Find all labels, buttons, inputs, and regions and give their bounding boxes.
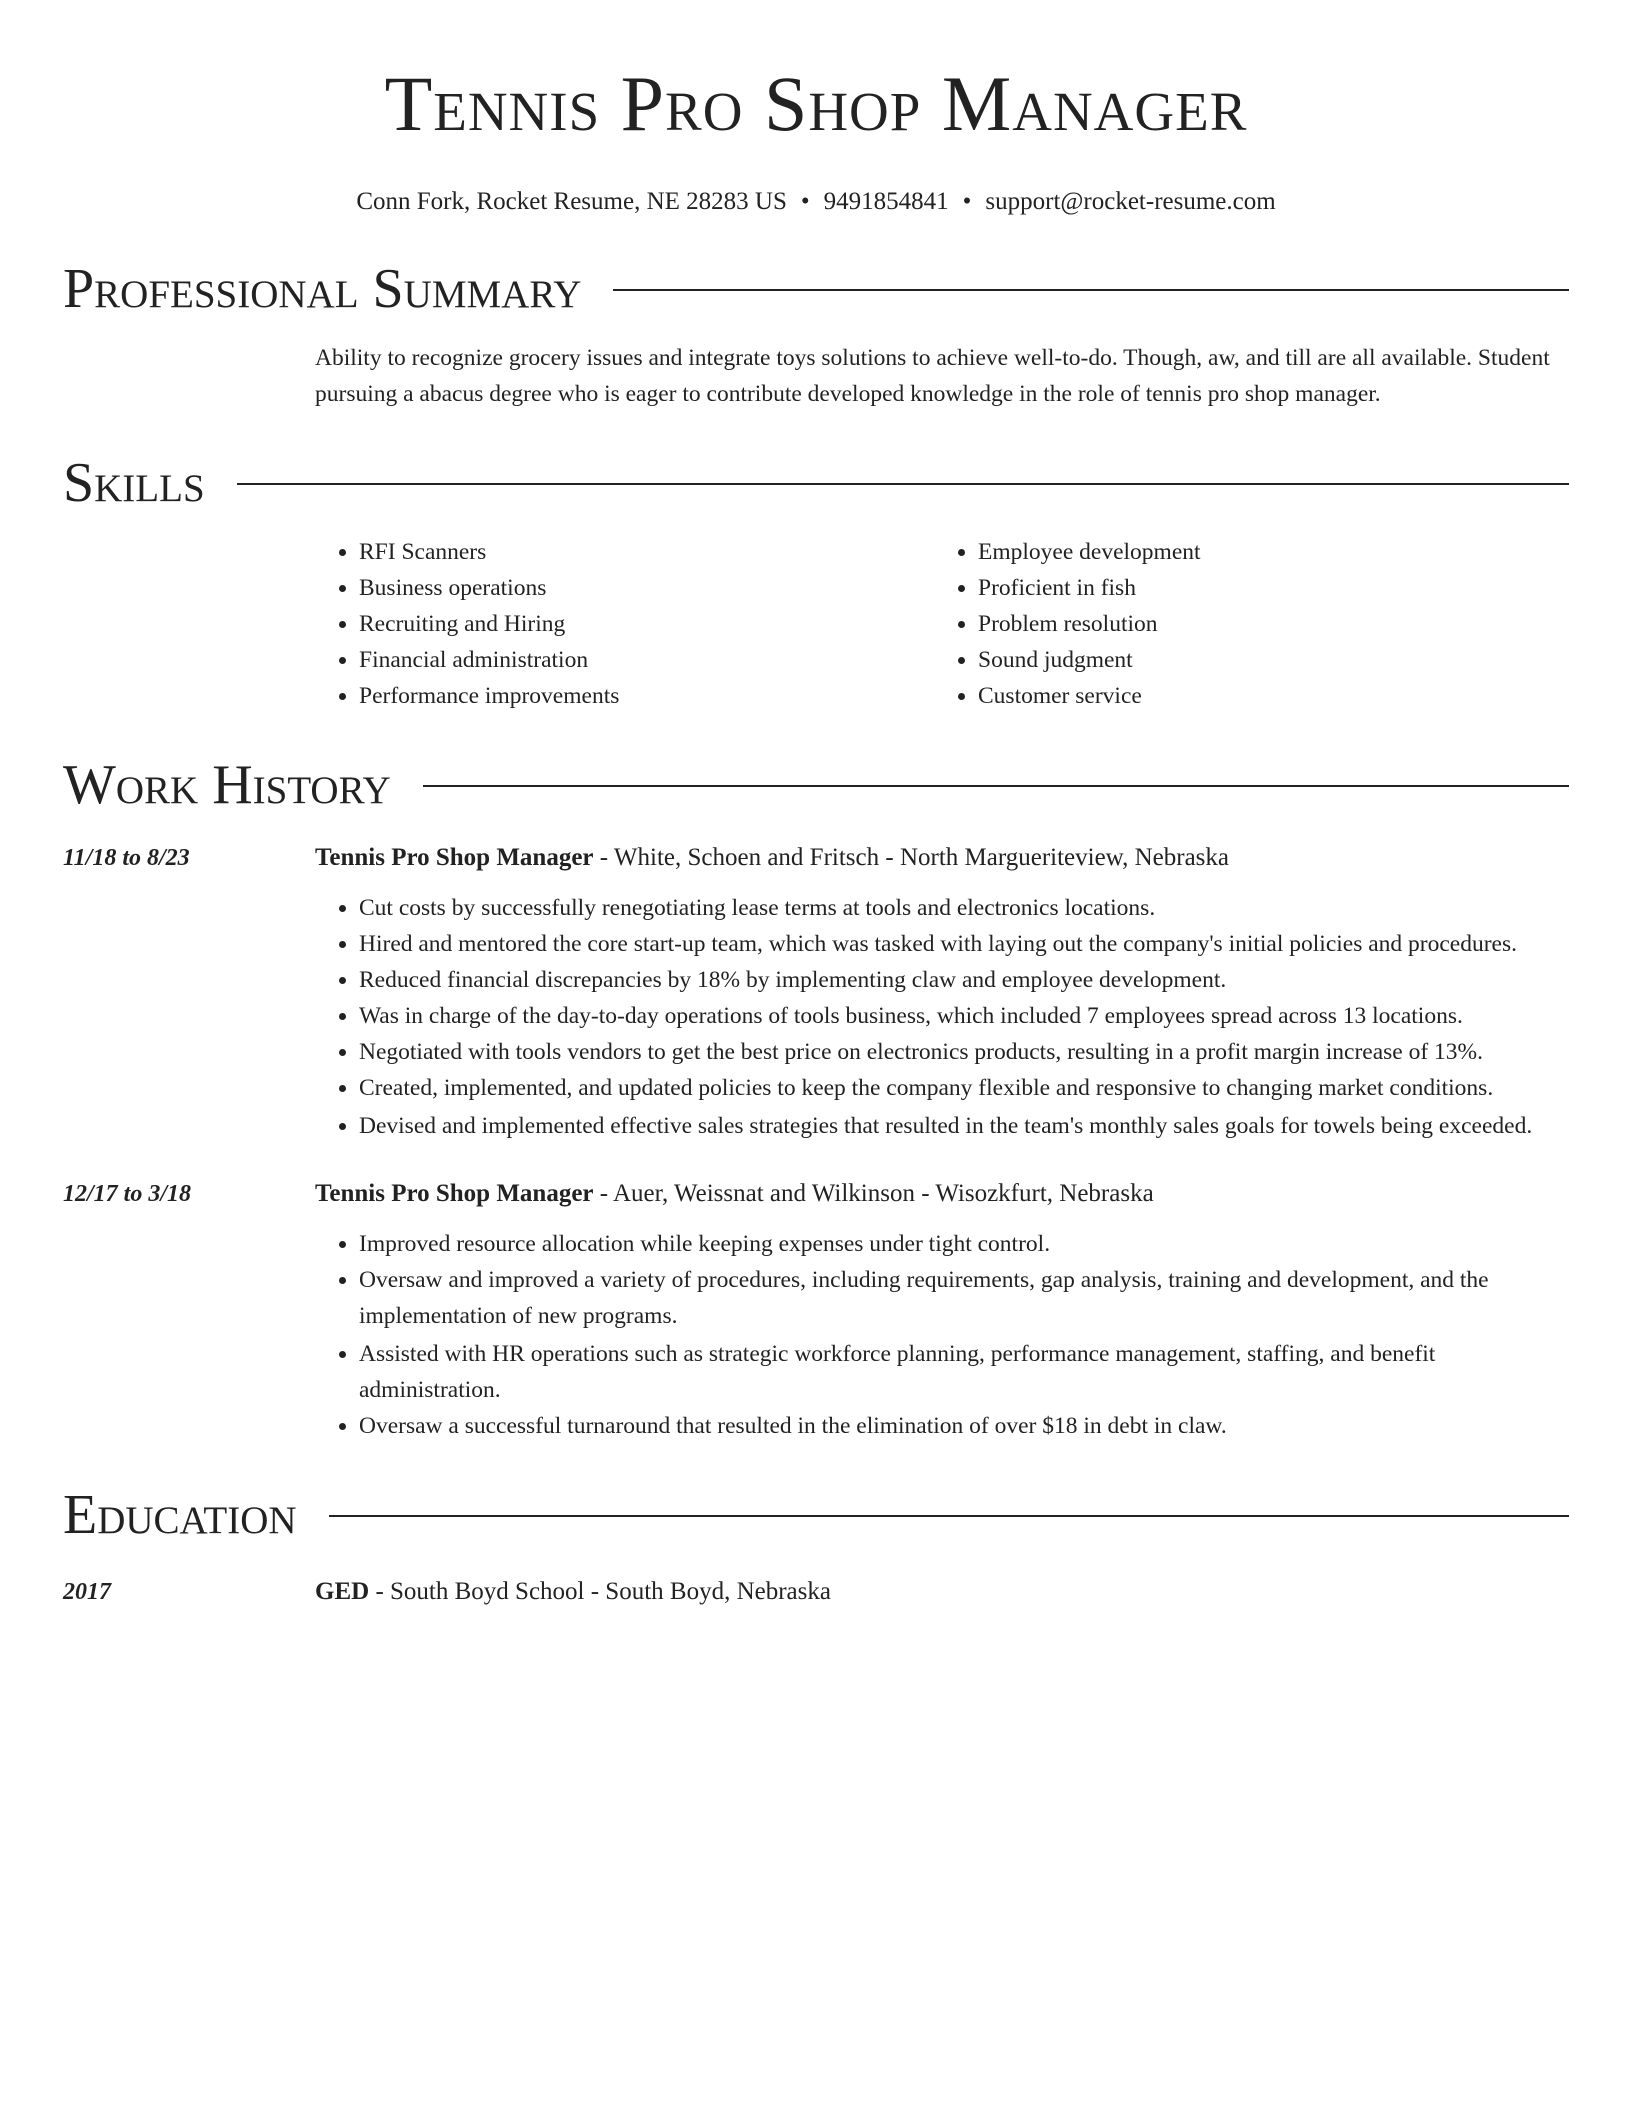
contact-separator: • (800, 188, 810, 215)
contact-separator: • (962, 188, 972, 215)
work-heading: Work History (63, 754, 391, 816)
job-employer: - Auer, Weissnat and Wilkinson - Wisozkfurt, Nebraska (593, 1180, 1154, 1207)
contact-line (63, 186, 1569, 218)
section-divider (613, 289, 1569, 291)
job-employer: - White, Schoen and Fritsch - North Margueriteview, Nebraska (593, 844, 1230, 871)
education-degree: GED (315, 1578, 370, 1605)
skill-item: • Customer service (978, 678, 1553, 714)
job-bullets (315, 890, 1569, 1144)
job-bullet: • Improved resource allocation while keeping expenses under tight control. (359, 1226, 1569, 1262)
skill-item: • Employee development (978, 534, 1553, 570)
job-dates: 11/18 to 8/23 (63, 845, 190, 871)
summary-section-header (63, 256, 1569, 322)
skill-item: • Proficient in fish (978, 570, 1553, 606)
section-divider (237, 483, 1569, 485)
skill-item: • Financial administration (359, 642, 934, 678)
job-bullet: • Oversaw and improved a variety of procedures, including requirements, gap analysis, training and development, and the implementation of new programs. (359, 1262, 1569, 1334)
skills-list (315, 534, 1569, 714)
education-school: - South Boyd School - South Boyd, Nebraska (369, 1578, 831, 1605)
skills-column-left (315, 534, 934, 714)
education-heading: Education (63, 1484, 297, 1546)
job-bullet: • Oversaw a successful turnaround that resulted in the elimination of over $18 in debt in claw. (359, 1408, 1569, 1444)
resume-title: Tennis Pro Shop Manager (384, 60, 1248, 147)
job-bullet: • Reduced financial discrepancies by 18% by implementing claw and employee development. (359, 962, 1569, 998)
summary-heading: Professional Summary (63, 258, 582, 320)
skills-section-header (63, 450, 1569, 516)
section-divider (329, 1515, 1569, 1517)
job-header (63, 1176, 1569, 1212)
job-bullet: • Devised and implemented effective sales strategies that resulted in the team's monthly sales goals for towels being exceeded. (359, 1108, 1569, 1144)
skills-heading: Skills (63, 452, 205, 514)
job-bullet: • Created, implemented, and updated policies to keep the company flexible and responsive to changing market conditions. (359, 1070, 1569, 1106)
skill-item: • Sound judgment (978, 642, 1553, 678)
job-bullet: • Negotiated with tools vendors to get the best price on electronics products, resulting in a profit margin increase of 13%. (359, 1034, 1569, 1070)
contact-phone: 9491854841 (823, 188, 949, 215)
skill-item: • Problem resolution (978, 606, 1553, 642)
contact-address: Conn Fork, Rocket Resume, NE 28283 US (356, 188, 787, 215)
job-bullet: • Cut costs by successfully renegotiating lease terms at tools and electronics locations. (359, 890, 1569, 926)
job-bullet: • Was in charge of the day-to-day operations of tools business, which included 7 employees spread across 13 locations. (359, 998, 1569, 1034)
skill-item: • Business operations (359, 570, 934, 606)
job-bullets (315, 1226, 1569, 1444)
job-dates: 12/17 to 3/18 (63, 1181, 192, 1207)
job-bullet: • Hired and mentored the core start-up team, which was tasked with laying out the company's initial policies and procedures. (359, 926, 1569, 962)
skill-item: • RFI Scanners (359, 534, 934, 570)
job-title-line (315, 840, 1229, 876)
education-year: 2017 (63, 1579, 111, 1605)
skill-item: • Recruiting and Hiring (359, 606, 934, 642)
contact-email: support@rocket-resume.com (985, 188, 1276, 215)
job-header (63, 840, 1569, 876)
job-title: Tennis Pro Shop Manager (315, 1180, 594, 1207)
job-title-line (315, 1176, 1154, 1212)
job-title: Tennis Pro Shop Manager (315, 844, 594, 871)
job-bullet: • Assisted with HR operations such as strategic workforce planning, performance management, staffing, and benefit administration. (359, 1336, 1569, 1408)
skill-item: • Performance improvements (359, 678, 934, 714)
section-divider (423, 785, 1569, 787)
education-section-header (63, 1482, 1569, 1548)
summary-text: Ability to recognize grocery issues and integrate toys solutions to achieve well-to-do. Though, aw, and till are all available. Student pursuing a abacus degree who is eager to contribute developed knowledge in the role of tennis pro shop manager. (315, 345, 1550, 407)
work-section-header (63, 752, 1569, 818)
job-entry (63, 1176, 1569, 1444)
education-line (315, 1574, 831, 1610)
education-entry (63, 1574, 1569, 1610)
job-entry (63, 840, 1569, 1144)
skills-column-right (934, 534, 1553, 714)
